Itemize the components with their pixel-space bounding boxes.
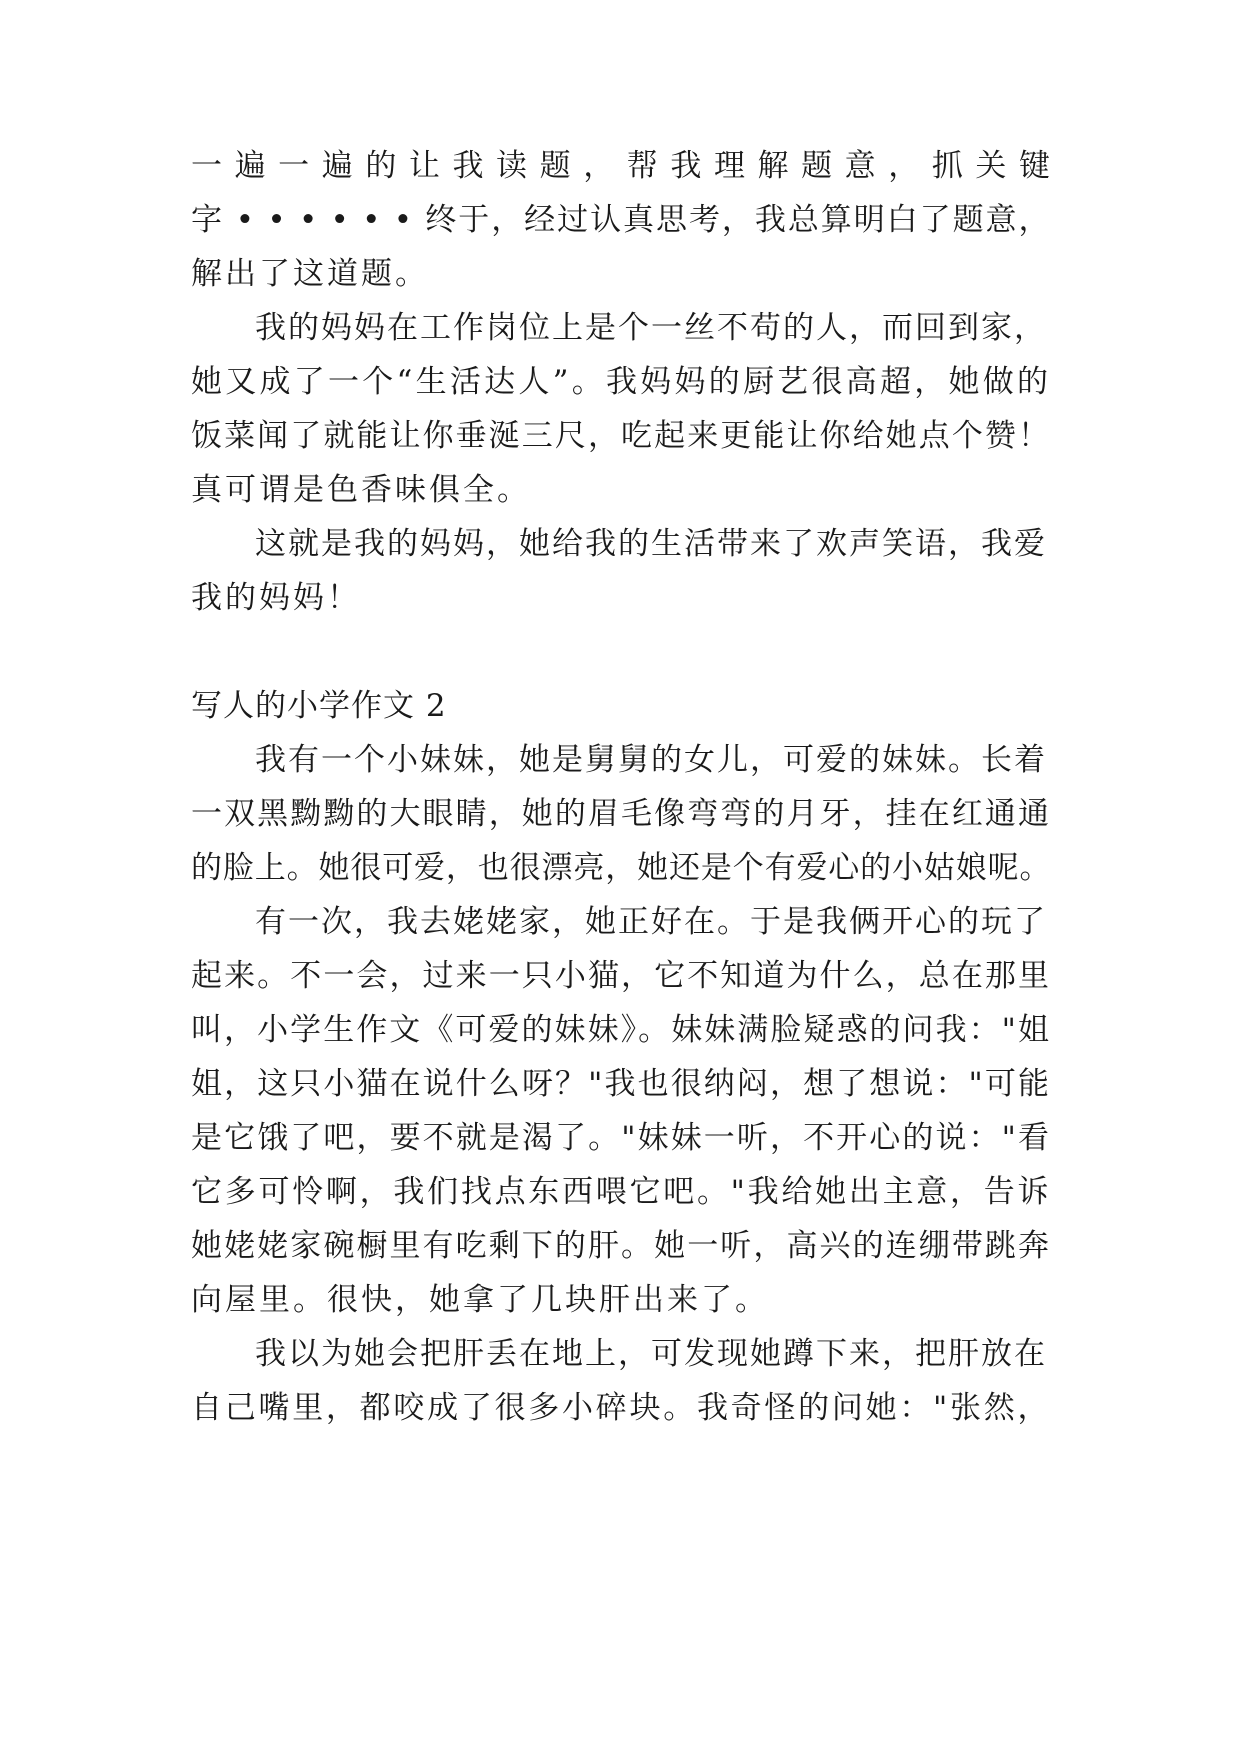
paragraph-line: 真可谓是色香味俱全。 bbox=[191, 472, 531, 508]
section-heading: 写人的小学作文 2 bbox=[191, 688, 447, 724]
document-page bbox=[191, 0, 1051, 1754]
paragraph-line: 她姥姥家碗橱里有吃剩下的肝。她一听，高兴的连绷带跳奔 bbox=[191, 1228, 1051, 1264]
paragraph-line: 叫，小学生作文《可爱的妹妹》。妹妹满脸疑惑的问我："姐 bbox=[191, 1012, 1051, 1048]
paragraph-line: 有一次，我去姥姥家，她正好在。于是我俩开心的玩了 bbox=[255, 904, 1047, 940]
paragraph-line: 是它饿了吧，要不就是渴了。"妹妹一听，不开心的说："看 bbox=[191, 1120, 1051, 1156]
paragraph-line: 我的妈妈！ bbox=[191, 580, 361, 616]
paragraph-line: 她又成了一个“生活达人”。我妈妈的厨艺很高超，她做的 bbox=[191, 364, 1051, 400]
paragraph-line: 我的妈妈在工作岗位上是个一丝不苟的人，而回到家， bbox=[255, 310, 1047, 346]
paragraph-line: 它多可怜啊，我们找点东西喂它吧。"我给她出主意，告诉 bbox=[191, 1174, 1051, 1210]
paragraph-line: 自己嘴里，都咬成了很多小碎块。我奇怪的问她："张然， bbox=[191, 1390, 1051, 1426]
paragraph-line: 这就是我的妈妈，她给我的生活带来了欢声笑语，我爱 bbox=[255, 526, 1047, 562]
paragraph-line: 我以为她会把肝丢在地上，可发现她蹲下来，把肝放在 bbox=[255, 1336, 1047, 1372]
paragraph-line: 姐，这只小猫在说什么呀？"我也很纳闷，想了想说："可能 bbox=[191, 1066, 1051, 1102]
paragraph-line: 我有一个小妹妹，她是舅舅的女儿，可爱的妹妹。长着 bbox=[255, 742, 1047, 778]
paragraph-line: 字 • • • • • • 终于，经过认真思考，我总算明白了题意， bbox=[191, 202, 1051, 238]
paragraph-line: 饭菜闻了就能让你垂涎三尺，吃起来更能让你给她点个赞！ bbox=[191, 418, 1051, 454]
paragraph-line: 解出了这道题。 bbox=[191, 256, 429, 292]
paragraph-line: 起来。不一会，过来一只小猫，它不知道为什么，总在那里 bbox=[191, 958, 1051, 994]
paragraph-line: 的脸上。她很可爱，也很漂亮，她还是个有爱心的小姑娘呢。 bbox=[191, 850, 1051, 886]
paragraph-line: 一双黑黝黝的大眼睛，她的眉毛像弯弯的月牙，挂在红通通 bbox=[191, 796, 1051, 832]
paragraph-line: 向屋里。很快，她拿了几块肝出来了。 bbox=[191, 1282, 769, 1318]
paragraph-line: 一 遍 一 遍 的 让 我 读 题 ， 帮 我 理 解 题 意 ， 抓 关 键 bbox=[191, 148, 1051, 184]
